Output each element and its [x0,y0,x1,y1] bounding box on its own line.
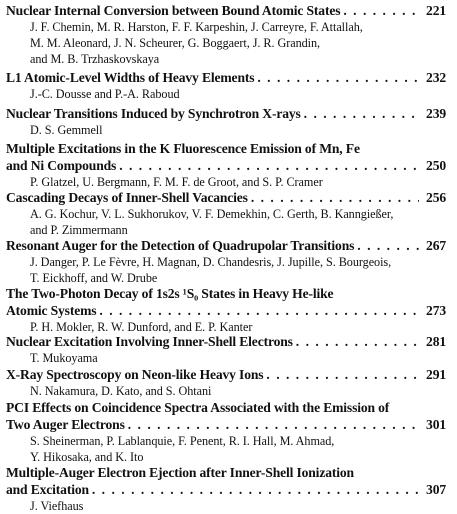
dot-leader [266,366,419,383]
author-line: J. Danger, P. Le Fèvre, H. Magnan, D. Chandesris, J. Jupille, S. Bourgeois, [30,255,392,269]
entry-title-row [6,285,446,302]
entry-authors [6,19,446,68]
author-line: P. Glatzel, U. Bergmann, F. M. F. de Groot, and S. P. Cramer [30,175,323,189]
entry-authors [6,122,446,138]
toc-entry [6,366,446,399]
entry-title: Atomic Systems [6,303,97,318]
entry-title-row [6,157,446,174]
entry-title: Nuclear Transitions Induced by Synchrotron X-rays [6,106,301,121]
entry-title-row [6,69,446,86]
dot-leader [99,302,419,319]
author-line: and P. Zimmermann [30,223,128,238]
page-number: 267 [426,238,446,253]
author-line: D. S. Gemmell [30,123,103,137]
author-line: M. M. Aleonard, J. N. Scheurer, G. Boggaert, J. R. Grandin, [30,36,321,51]
entry-title-row [6,464,446,481]
author-line: T. Mukoyama [30,351,98,365]
dot-leader [296,333,419,350]
dot-leader [128,416,419,433]
entry-title: Resonant Auger for the Detection of Quadrupolar Transitions [6,238,355,253]
entry-title: Nuclear Internal Conversion between Bound Atomic States [6,3,341,18]
entry-title: Cascading Decays of Inner-Shell Vacancies [6,190,248,205]
author-line: T. Eickhoff, and W. Drube [30,271,158,286]
entry-title-row [6,333,446,350]
entry-authors [6,383,446,399]
entry-title: Two Auger Electrons [6,417,125,432]
dot-leader [251,189,419,206]
entry-authors [6,254,446,286]
entry-title: and Ni Compounds [6,158,117,173]
dot-leader [257,69,419,86]
entry-title-row [6,140,446,157]
entry-authors [6,86,446,102]
dot-leader [92,481,419,498]
page-number: 221 [426,3,446,18]
author-line: S. Sheinerman, P. Lablanquie, F. Penent, R. I. Hall, M. Ahmad, [30,434,335,448]
entry-authors [6,174,446,190]
page-number: 307 [426,482,446,497]
page-number: 273 [426,303,446,318]
author-line: J. F. Chemin, M. R. Harston, F. F. Karpeshin, J. Carreyre, F. Attallah, [30,20,363,34]
entry-title-row [6,237,446,254]
author-line: A. G. Kochur, V. L. Sukhorukov, V. F. Demekhin, C. Gerth, B. Kanngießer, [30,207,394,221]
toc-entry [6,140,446,190]
entry-authors [6,206,446,238]
toc-entry [6,105,446,138]
entry-title: X-Ray Spectroscopy on Neon-like Heavy Ions [6,367,264,382]
author-line: P. H. Mokler, R. W. Dunford, and E. P. Kanter [30,320,253,334]
entry-title-row [6,416,446,433]
entry-title: L1 Atomic-Level Widths of Heavy Elements [6,70,255,85]
page-number: 250 [426,158,446,173]
toc-entry [6,464,446,514]
entry-authors [6,350,446,366]
toc-entry [6,69,446,102]
entry-title: Multiple-Auger Electron Ejection after Inner-Shell Ionization [6,465,354,480]
entry-authors [6,433,446,465]
entry-title: Multiple Excitations in the K Fluorescence Emission of Mn, Fe [6,141,360,156]
page-number: 301 [426,417,446,432]
toc-entry [6,285,446,335]
toc-entry [6,2,446,68]
toc-entry [6,333,446,366]
entry-title: and Excitation [6,482,89,497]
page-number: 232 [426,70,446,85]
entry-title-row [6,2,446,19]
toc-entry [6,399,446,465]
toc-entry [6,189,446,238]
entry-title-row [6,481,446,498]
page-number: 239 [426,106,446,121]
entry-title: Nuclear Excitation Involving Inner-Shell Electrons [6,334,293,349]
entry-title-row [6,366,446,383]
author-line: and M. B. Trzhaskovskaya [30,52,160,67]
dot-leader [357,237,419,254]
dot-leader [119,157,419,174]
author-line: J.-C. Dousse and P.-A. Raboud [30,87,180,101]
page-number: 281 [426,334,446,349]
author-line: J. Viefhaus [30,499,84,513]
dot-leader [304,105,419,122]
page-number: 291 [426,367,446,382]
entry-title-row [6,302,446,319]
author-line: Y. Hikosaka, and K. Ito [30,450,144,465]
dot-leader [343,2,419,19]
entry-title-row [6,189,446,206]
entry-title-row [6,399,446,416]
entry-title-row [6,105,446,122]
page-number: 256 [426,190,446,205]
author-line: N. Nakamura, D. Kato, and S. Ohtani [30,384,212,398]
toc-entry [6,237,446,286]
entry-title: The Two-Photon Decay of 1s2s ¹S₀ States in Heavy He-like [6,286,334,301]
entry-title: PCI Effects on Coincidence Spectra Associated with the Emission of [6,400,390,415]
